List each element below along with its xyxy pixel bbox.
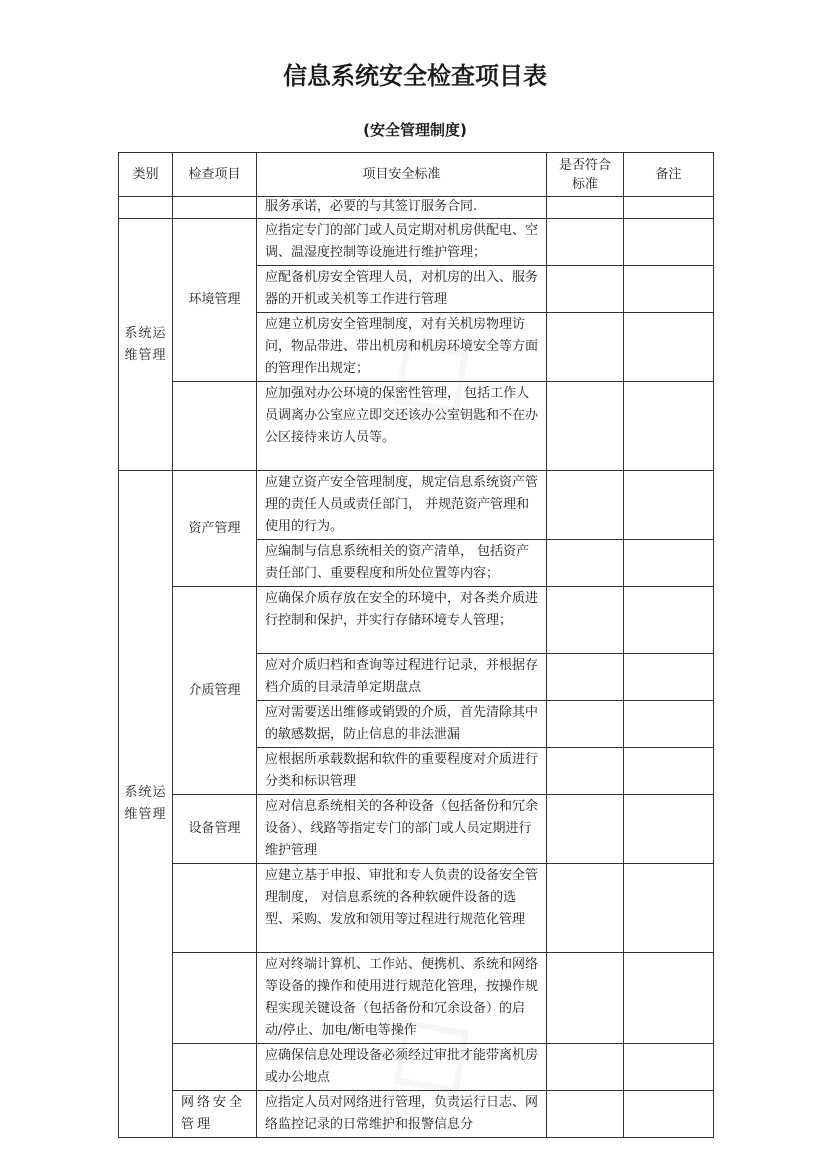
remark-cell[interactable] [624,953,714,1044]
standard-cell: 应确保介质存放在安全的环境中，对各类介质进行控制和保护，并实行存储环境专人管理； [257,587,547,654]
compliant-cell[interactable] [547,654,624,701]
compliant-cell[interactable] [547,382,624,471]
table-row [119,219,714,266]
standard-cell: 应对终端计算机、工作站、便携机、系统和网络等设备的操作和使用进行规范化管理，按操作规程实现关键设备（包括备份和冗余设备）的启动/停止、加电/断电等操作 [257,953,547,1044]
category-label: 系统运维管理 [124,325,167,363]
remark-cell[interactable] [624,471,714,540]
table-row [119,1091,714,1138]
compliant-cell[interactable] [547,471,624,540]
item-cell [173,1044,257,1091]
item-cell: 设备管理 [173,795,257,864]
table-row [119,864,714,953]
standard-cell: 应对需要送出维修或销毁的介质，首先清除其中的敏感数据，防止信息的非法泄漏 [257,701,547,748]
category-cell [119,471,173,1138]
table-row [119,953,714,1044]
header-standard: 项目安全标准 [257,153,547,197]
remark-cell[interactable] [624,219,714,266]
category-label: 系统运维管理 [124,785,167,822]
header-category: 类别 [119,153,173,197]
compliant-cell[interactable] [547,540,624,587]
category-cell [119,219,173,471]
item-cell [173,864,257,953]
table-row [119,587,714,654]
standard-cell: 应建立基于申报、审批和专人负责的设备安全管理制度， 对信息系统的各种软硬件设备的选型、采购、发放和领用等过程进行规范化管理 [257,864,547,953]
standard-cell: 应对介质归档和查询等过程进行记录，并根据存档介质的目录清单定期盘点 [257,654,547,701]
compliant-cell[interactable] [547,953,624,1044]
remark-cell[interactable] [624,540,714,587]
compliant-cell[interactable] [547,795,624,864]
compliant-cell[interactable] [547,313,624,382]
remark-cell[interactable] [624,587,714,654]
compliant-cell[interactable] [547,219,624,266]
security-check-table [118,152,714,1138]
standard-cell: 应根据所承载数据和软件的重要程度对介质进行分类和标识管理 [257,748,547,795]
standard-cell: 应指定人员对网络进行管理，负责运行日志、网络监控记录的日常维护和报警信息分 [257,1091,547,1138]
item-cell: 介质管理 [173,587,257,795]
remark-cell[interactable] [624,1044,714,1091]
header-remark: 备注 [624,153,714,197]
table-row [119,795,714,864]
item-label: 网络安全管理 [181,1095,246,1132]
remark-cell[interactable] [624,197,714,219]
compliant-cell[interactable] [547,748,624,795]
page-subtitle: (安全管理制度) [363,121,467,139]
table-row [119,382,714,471]
standard-cell: 应建立资产安全管理制度，规定信息系统资产管理的责任人员或责任部门， 并规范资产管理和使用的行为。 [257,471,547,540]
remark-cell[interactable] [624,313,714,382]
standard-cell: 应指定专门的部门或人员定期对机房供配电、空调、温湿度控制等设施进行维护管理； [257,219,547,266]
compliant-cell[interactable] [547,864,624,953]
remark-cell[interactable] [624,864,714,953]
remark-cell[interactable] [624,701,714,748]
compliant-cell[interactable] [547,701,624,748]
compliant-cell[interactable] [547,587,624,654]
item-cell: 环境管理 [173,219,257,382]
standard-cell: 服务承诺，必要的与其签订服务合同. [257,197,547,219]
standard-cell: 应加强对办公环境的保密性管理， 包括工作人员调离办公室应立即交还该办公室钥匙和不在办公区接待来访人员等。 [257,382,547,471]
compliant-cell[interactable] [547,1091,624,1138]
standard-cell: 应配备机房安全管理人员，对机房的出入、服务器的开机或关机等工作进行管理 [257,266,547,313]
header-row [119,153,714,197]
item-cell [173,1091,257,1138]
compliant-cell[interactable] [547,197,624,219]
compliant-cell[interactable] [547,266,624,313]
table-row [119,197,714,219]
remark-cell[interactable] [624,795,714,864]
table-row [119,1044,714,1091]
remark-cell[interactable] [624,266,714,313]
header-item: 检查项目 [173,153,257,197]
item-cell [173,953,257,1044]
standard-cell: 应对信息系统相关的各种设备（包括备份和冗余设备）、线路等指定专门的部门或人员定期进行维护管理 [257,795,547,864]
standard-cell: 应建立机房安全管理制度，对有关机房物理访问，物品带进、带出机房和机房环境安全等方面的管理作出规定； [257,313,547,382]
item-cell: 资产管理 [173,471,257,587]
item-cell [173,382,257,471]
header-compliant: 是否符合标准 [547,153,624,197]
compliant-cell[interactable] [547,1044,624,1091]
remark-cell[interactable] [624,1091,714,1138]
remark-cell[interactable] [624,748,714,795]
category-cell [119,197,173,219]
table-row [119,471,714,540]
item-cell [173,197,257,219]
standard-cell: 应确保信息处理设备必须经过审批才能带离机房或办公地点 [257,1044,547,1091]
standard-cell: 应编制与信息系统相关的资产清单， 包括资产责任部门、重要程度和所处位置等内容； [257,540,547,587]
remark-cell[interactable] [624,654,714,701]
page-title: 信息系统安全检查项目表 [283,62,547,90]
remark-cell[interactable] [624,382,714,471]
